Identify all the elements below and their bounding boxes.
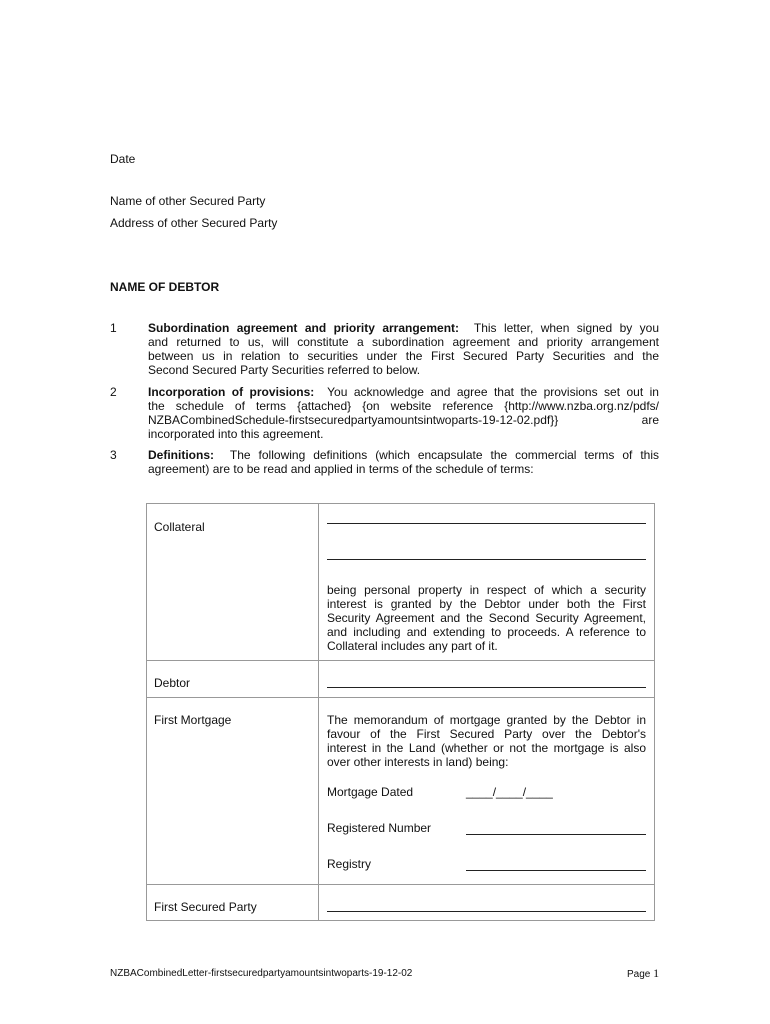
clause-text: incorporated into this agreement.	[148, 427, 324, 441]
clause-text: This letter, when signed by you	[473, 321, 660, 335]
clause-title: Subordination agreement and priority arrangement:	[148, 321, 460, 335]
clause-title: Incorporation of provisions:	[148, 385, 315, 399]
debtor-fill-line[interactable]	[327, 687, 646, 688]
clause-number: 1	[110, 321, 117, 335]
collateral-label: Collateral	[147, 504, 319, 661]
description-line: over other interests in land) being:	[327, 755, 509, 769]
collateral-description	[327, 583, 646, 653]
debtor-heading: NAME OF DEBTOR	[110, 280, 220, 294]
registry-field[interactable]	[466, 870, 646, 871]
clause-text: between us in relation to securities under the First Secured Party Securities and the	[148, 349, 659, 363]
definitions-table	[146, 503, 655, 921]
mortgage-dated-label: Mortgage Dated	[327, 785, 414, 799]
registered-number-field[interactable]	[466, 834, 646, 835]
clause-title: Definitions:	[148, 448, 214, 462]
footer-filename: NZBACombinedLetter-firstsecuredpartyamountsintwoparts-19-12-02	[110, 968, 413, 979]
debtor-value	[319, 661, 655, 698]
description-line: favour of the First Secured Party over the Debtor's	[327, 727, 646, 741]
registered-number-label: Registered Number	[327, 821, 432, 835]
collateral-fill-line[interactable]	[327, 559, 646, 560]
debtor-label: Debtor	[147, 661, 319, 698]
description-line: interest in the Land (whether or not the mortgage is also	[327, 741, 646, 755]
clause-1	[148, 321, 659, 377]
first-mortgage-description	[327, 713, 646, 769]
other-party-address: Address of other Secured Party	[110, 216, 278, 230]
description-line: being personal property in respect of which a security	[327, 583, 646, 597]
registry-row	[327, 857, 646, 871]
clause-text: and returned to us, will constitute a subordination agreement and priority arrangement	[148, 335, 659, 349]
table-row	[147, 661, 655, 698]
date-label: Date	[110, 152, 136, 166]
description-line: interest is granted by the Debtor under both the First	[327, 597, 646, 611]
table-row	[147, 698, 655, 885]
clause-text: are	[641, 413, 659, 427]
page-indicator	[627, 966, 659, 981]
clause-line	[148, 413, 659, 427]
clause-2	[148, 385, 659, 441]
clause-number: 2	[110, 385, 117, 399]
clause-3	[148, 448, 659, 476]
description-line: Collateral includes any part of it.	[327, 639, 498, 653]
clause-text: The following definitions (which encapsulate the commercial terms of this	[229, 448, 660, 462]
description-line: The memorandum of mortgage granted by the Debtor in	[327, 713, 646, 727]
registry-label: Registry	[327, 857, 372, 871]
clause-text: You acknowledge and agree that the provisions set out in	[327, 385, 659, 399]
clause-text: the schedule of terms {attached} {on website reference {http://www.nzba.org.nz/pdfs/	[148, 399, 659, 413]
table-row	[147, 504, 655, 661]
other-party-name: Name of other Secured Party	[110, 194, 266, 208]
description-line: Security Agreement and the Second Security Agreement,	[327, 611, 646, 625]
collateral-fill-line[interactable]	[327, 523, 646, 524]
collateral-value	[319, 504, 655, 661]
first-secured-party-fill-line[interactable]	[327, 911, 646, 912]
mortgage-dated-field[interactable]: ____/____/____	[466, 785, 553, 799]
description-line: and including and extending to proceeds. A reference to	[327, 625, 646, 639]
first-mortgage-value	[319, 698, 655, 885]
clause-text: agreement) are to be read and applied in terms of the schedule of terms:	[148, 462, 534, 476]
schedule-reference: NZBACombinedSchedule-firstsecuredpartyamountsintwoparts-19-12-02.pdf}}	[148, 413, 559, 427]
first-secured-party-value	[319, 885, 655, 921]
first-secured-party-label: First Secured Party	[147, 885, 319, 921]
page-label: Page	[627, 969, 651, 980]
registered-number-row	[327, 821, 646, 835]
mortgage-dated-row	[327, 785, 646, 799]
page-number: 1	[653, 966, 660, 980]
clause-text: Second Secured Party Securities referred to below.	[148, 363, 421, 377]
first-mortgage-label: First Mortgage	[147, 698, 319, 885]
table-row	[147, 885, 655, 921]
clause-number: 3	[110, 448, 117, 462]
